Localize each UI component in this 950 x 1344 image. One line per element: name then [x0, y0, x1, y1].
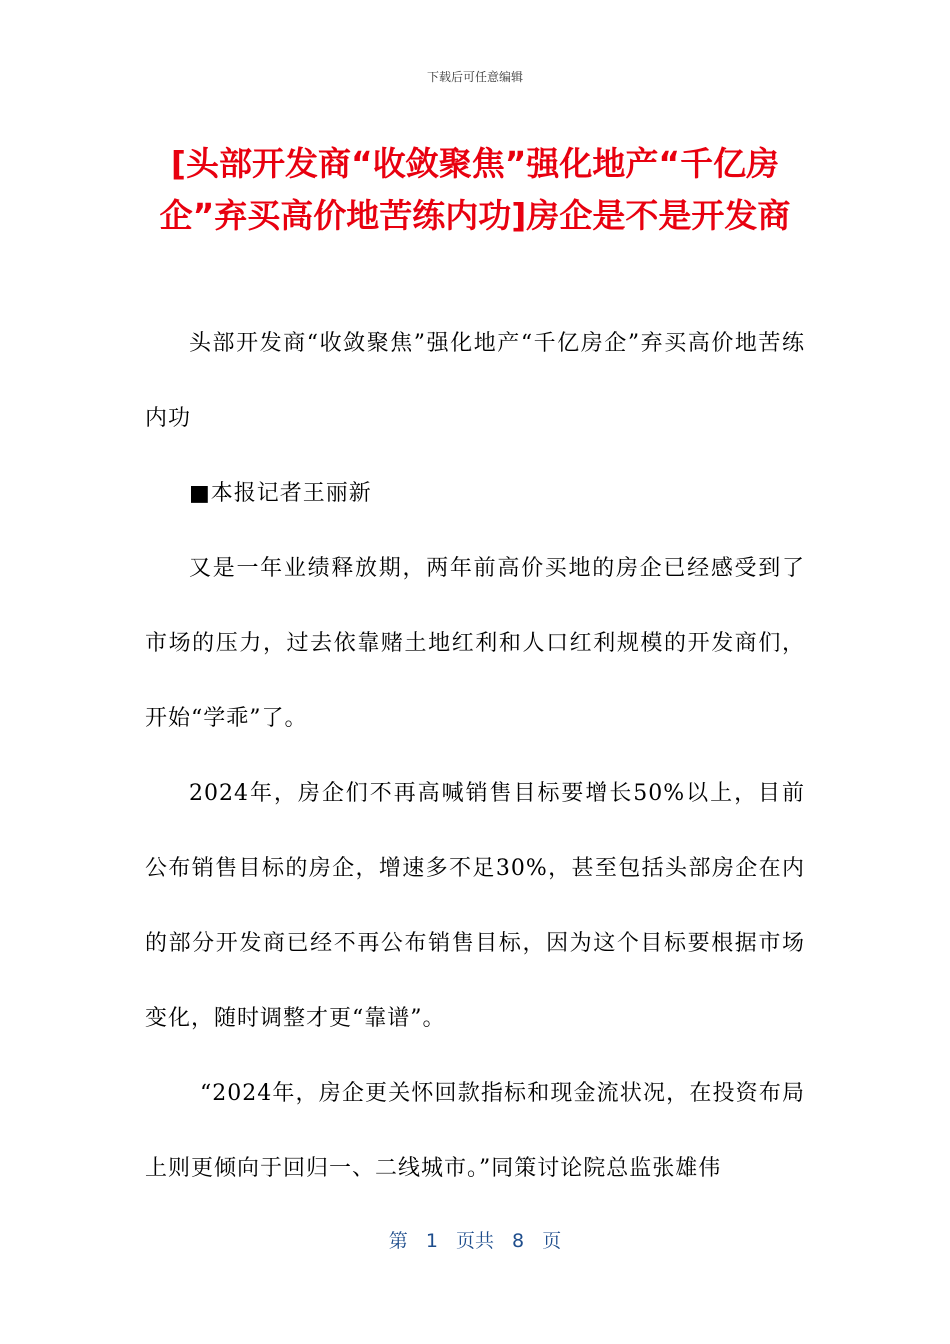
header-note: 下载后可任意编辑	[426, 70, 523, 84]
page-footer	[0, 1226, 950, 1253]
paragraph-subtitle: 头部开发商“收敛聚焦”强化地产“千亿房企”弃买高价地苦练内功	[145, 331, 805, 431]
footer-page-suffix: 页	[542, 1230, 562, 1252]
paragraph-byline: ■本报记者王丽新	[189, 481, 372, 506]
document-title: [头部开发商“收敛聚焦”强化地产“千亿房企”弃买高价地苦练内功]房企是不是开发商	[159, 144, 791, 235]
document-body	[145, 306, 805, 1206]
paragraph-1: 又是一年业绩释放期，两年前高价买地的房企已经感受到了市场的压力，过去依靠赌土地红利和人口红利规模的开发商们，开始“学乖”了。	[145, 556, 805, 731]
paragraph-2: 2024年，房企们不再高喊销售目标要增长50%以上，目前公布销售目标的房企，增速多不足30%，甚至包括头部房企在内的部分开发商已经不再公布销售目标，因为这个目标要根据市场变化，随时调整才更“靠谱”。	[145, 781, 805, 1031]
footer-page-label: 第	[388, 1230, 408, 1252]
footer-page-number: 1	[425, 1230, 438, 1252]
paragraph-3: “2024年，房企更关怀回款指标和现金流状况，在投资布局上则更倾向于回归一、二线城市。”同策讨论院总监张雄伟	[145, 1081, 805, 1181]
footer-of-label: 页共	[455, 1230, 494, 1252]
footer-total-pages: 8	[512, 1230, 525, 1252]
